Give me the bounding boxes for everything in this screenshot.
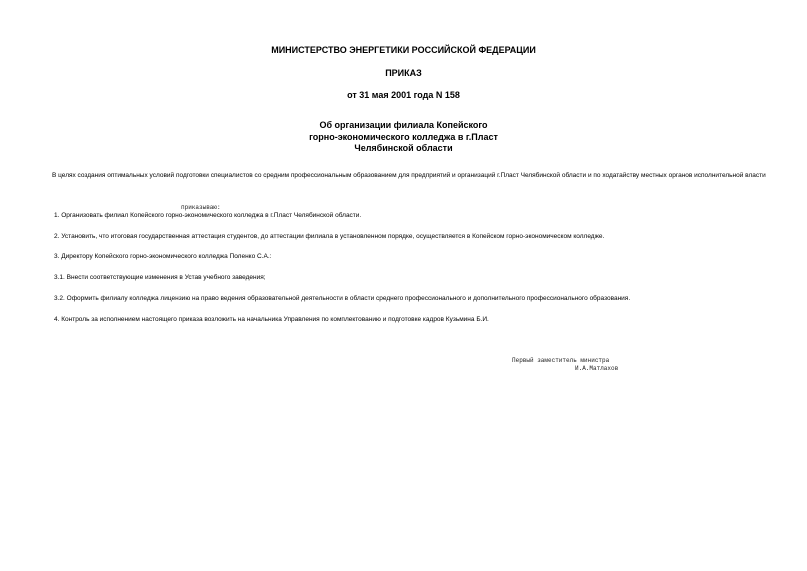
ministry-heading: МИНИСТЕРСТВО ЭНЕРГЕТИКИ РОССИЙСКОЙ ФЕДЕРАЦИИ — [271, 45, 536, 55]
title-line-3: Челябинской области — [354, 143, 453, 153]
order-item-4: 4. Контроль за исполнением настоящего приказа возложить на начальника Управления по комплектованию и подготовке кадров Кузьмина Б.И. — [54, 316, 489, 323]
signature-name: И.А.Матлахов — [575, 365, 619, 372]
title-line-2: горно-экономического колледжа в г.Пласт — [309, 131, 498, 142]
order-item-3: 3. Директору Копейского горно-экономического колледжа Поленко С.А.: — [54, 253, 272, 260]
date-and-number: от 31 мая 2001 года N 158 — [347, 90, 460, 100]
intro-paragraph: В целях создания оптимальных условий подготовки специалистов со средним профессиональным образованием для предприятий и организаций г.Пласт Челябинской области и по ходатайству местных органов исполнительной власти — [52, 172, 766, 179]
title-line-1: Об организации филиала Копейского — [319, 120, 488, 130]
signature-position: Первый заместитель министра — [512, 357, 610, 364]
order-item-2: 2. Установить, что итоговая государственная аттестация студентов, до аттестации филиала в установленном порядке, осуществляется в Копейском горно-экономическом колледже. — [54, 233, 605, 240]
order-word: приказываю: — [181, 204, 221, 211]
order-item-3-1: 3.1. Внести соответствующие изменения в Устав учебного заведения; — [54, 274, 266, 281]
order-item-3-2: 3.2. Оформить филиалу колледжа лицензию на право ведения образовательной деятельности в области среднего профессионального и дополнительного профессионального образования. — [54, 295, 631, 302]
document-type: ПРИКАЗ — [385, 68, 422, 78]
document-title — [0, 120, 807, 155]
order-item-1: 1. Организовать филиал Копейского горно-экономического колледжа в г.Пласт Челябинской области. — [54, 212, 362, 219]
